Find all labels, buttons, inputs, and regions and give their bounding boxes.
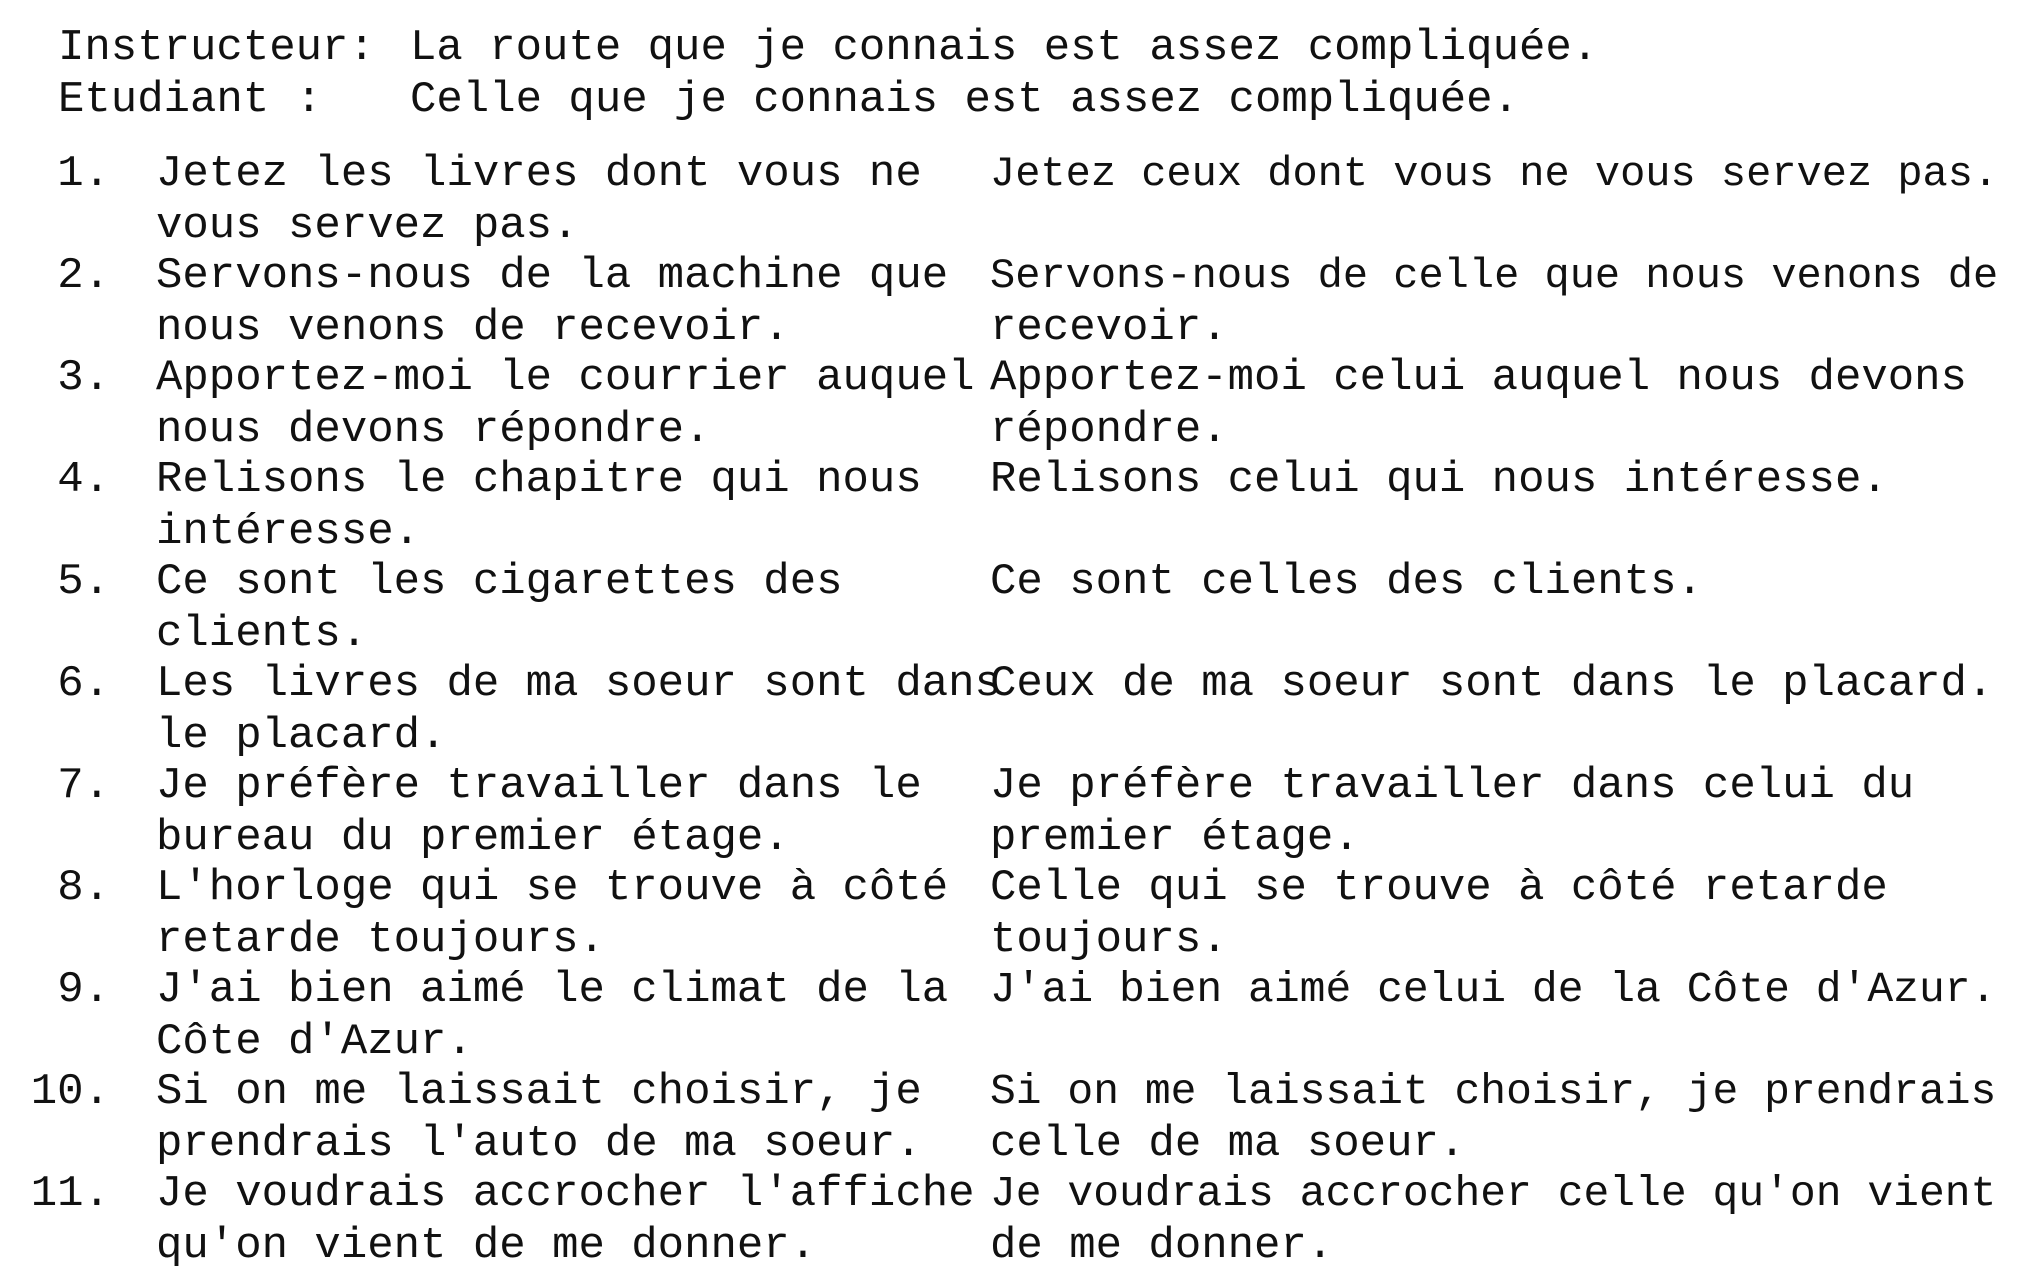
instructor-label: Instructeur: bbox=[58, 23, 375, 73]
item-number: 10. bbox=[30, 1067, 110, 1117]
prompt-sentence-line: Servons-nous de la machine que bbox=[156, 251, 949, 301]
item-number: 8. bbox=[57, 863, 110, 913]
response-sentence-line: Ce sont celles des clients. bbox=[990, 557, 1703, 607]
prompt-sentence-line: bureau du premier étage. bbox=[156, 813, 790, 863]
item-number: 3. bbox=[57, 353, 110, 403]
prompt-sentence-line: Je préfère travailler dans le bbox=[156, 761, 922, 811]
prompt-sentence-line: qu'on vient de me donner. bbox=[156, 1221, 817, 1271]
prompt-sentence-line: Si on me laissait choisir, je bbox=[156, 1067, 922, 1117]
prompt-sentence-line: retarde toujours. bbox=[156, 915, 605, 965]
prompt-sentence-line: Apportez-moi le courrier auquel bbox=[156, 353, 975, 403]
response-sentence-line: Je préfère travailler dans celui du bbox=[990, 761, 1915, 811]
prompt-sentence-line: Ce sont les cigarettes des bbox=[156, 557, 843, 607]
prompt-sentence-line: intéresse. bbox=[156, 507, 421, 557]
instructor-text: La route que je connais est assez compliquée. bbox=[410, 23, 1599, 73]
prompt-sentence-line: L'horloge qui se trouve à côté bbox=[156, 863, 949, 913]
response-sentence-line: Celle qui se trouve à côté retarde bbox=[990, 863, 1888, 913]
item-number: 6. bbox=[57, 659, 110, 709]
student-text: Celle que je connais est assez compliquée. bbox=[410, 75, 1519, 125]
item-number: 5. bbox=[57, 557, 110, 607]
response-sentence-line: répondre. bbox=[990, 405, 1228, 455]
item-number: 11. bbox=[30, 1169, 110, 1219]
response-sentence-line: Jetez ceux dont vous ne vous servez pas. bbox=[990, 150, 1999, 198]
prompt-sentence-line: J'ai bien aimé le climat de la bbox=[156, 965, 949, 1015]
prompt-sentence-line: le placard. bbox=[156, 711, 447, 761]
prompt-sentence-line: clients. bbox=[156, 609, 368, 659]
response-sentence-line: Servons-nous de celle que nous venons de bbox=[990, 252, 1999, 300]
prompt-sentence-line: Les livres de ma soeur sont dans bbox=[156, 659, 1001, 709]
item-number: 2. bbox=[57, 251, 110, 301]
prompt-sentence-line: nous devons répondre. bbox=[156, 405, 711, 455]
prompt-sentence-line: Relisons le chapitre qui nous bbox=[156, 455, 922, 505]
response-sentence-line: J'ai bien aimé celui de la Côte d'Azur. bbox=[990, 965, 1997, 1014]
prompt-sentence-line: prendrais l'auto de ma soeur. bbox=[156, 1119, 922, 1169]
response-sentence-line: Relisons celui qui nous intéresse. bbox=[990, 455, 1888, 505]
item-number: 7. bbox=[57, 761, 110, 811]
prompt-sentence-line: Je voudrais accrocher l'affiche bbox=[156, 1169, 975, 1219]
student-label: Etudiant : bbox=[58, 75, 323, 125]
response-sentence-line: Si on me laissait choisir, je prendrais bbox=[990, 1067, 1997, 1116]
item-number: 9. bbox=[57, 965, 110, 1015]
prompt-sentence-line: Jetez les livres dont vous ne bbox=[156, 149, 922, 199]
response-sentence-line: Ceux de ma soeur sont dans le placard. bbox=[990, 659, 1994, 709]
response-sentence-line: Apportez-moi celui auquel nous devons bbox=[990, 353, 1967, 403]
prompt-sentence-line: Côte d'Azur. bbox=[156, 1017, 473, 1067]
response-sentence-line: toujours. bbox=[990, 915, 1228, 965]
response-sentence-line: Je voudrais accrocher celle qu'on vient bbox=[990, 1169, 1997, 1218]
item-number: 4. bbox=[57, 455, 110, 505]
response-sentence-line: recevoir. bbox=[990, 303, 1228, 353]
response-sentence-line: celle de ma soeur. bbox=[990, 1119, 1466, 1169]
response-sentence-line: de me donner. bbox=[990, 1221, 1334, 1271]
item-number: 1. bbox=[57, 149, 110, 199]
response-sentence-line: premier étage. bbox=[990, 813, 1360, 863]
prompt-sentence-line: nous venons de recevoir. bbox=[156, 303, 790, 353]
prompt-sentence-line: vous servez pas. bbox=[156, 201, 579, 251]
